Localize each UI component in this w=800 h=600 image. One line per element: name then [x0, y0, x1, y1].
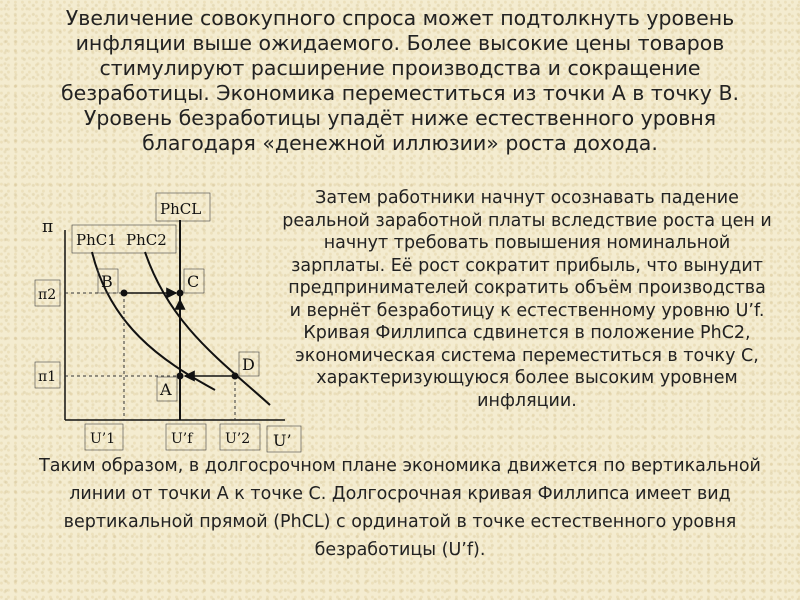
y-tick-pi1: π1: [38, 369, 57, 385]
y-tick-pi2: π2: [38, 287, 57, 303]
x-tick-u2: U’2: [225, 431, 251, 447]
intro-paragraph: Увеличение совокупного спроса может подтолкнуть уровень инфляции выше ожидаемого. Более высокие цены товаров стимулируют расширение производства и сокращение безработицы. Экономика переместиться из точки А в точку В. Уровень безработицы упадёт ниже естественного уровня благодаря «денежной иллюзии» роста дохода.: [60, 6, 740, 155]
phillips-curve-diagram: [20, 190, 305, 460]
point-b-label: B: [101, 272, 113, 291]
phc2-label: PhC2: [126, 231, 167, 249]
point-a: [177, 373, 184, 380]
y-axis-label: π: [42, 217, 54, 237]
x-tick-u1: U’1: [90, 431, 116, 447]
x-tick-uf: U’f: [171, 431, 193, 447]
point-c: [177, 290, 184, 297]
point-d: [232, 373, 239, 380]
point-a-label: A: [160, 380, 172, 399]
point-c-label: C: [187, 272, 200, 291]
phc1-label: PhC1: [76, 231, 117, 249]
right-paragraph: Затем работники начнут осознавать падение реальной заработной платы вследствие роста цен и начнут требовать повышения номинальной зарплаты. Её рост сократит прибыль, что вынудит предпринимателей сократить объём производства и вернёт безработицу к естественному уровню U’f. Кривая Филлипса сдвинется в положение PhC2, экономическая система переместиться в точку С, характеризующуюся более высоким уровнем инфляции.: [282, 188, 772, 411]
point-b: [121, 290, 128, 297]
point-d-label: D: [242, 355, 255, 374]
conclusion-paragraph: Таким образом, в долгосрочном плане экономика движется по вертикальной линии от точки А к точке С. Долгосрочная кривая Филлипса имеет вид вертикальной прямой (PhCL) с ординатой в точке естественного уровня безработицы (U’f).: [39, 456, 761, 560]
x-axis-label: U’: [273, 431, 292, 450]
phcl-label: PhCL: [160, 200, 202, 218]
